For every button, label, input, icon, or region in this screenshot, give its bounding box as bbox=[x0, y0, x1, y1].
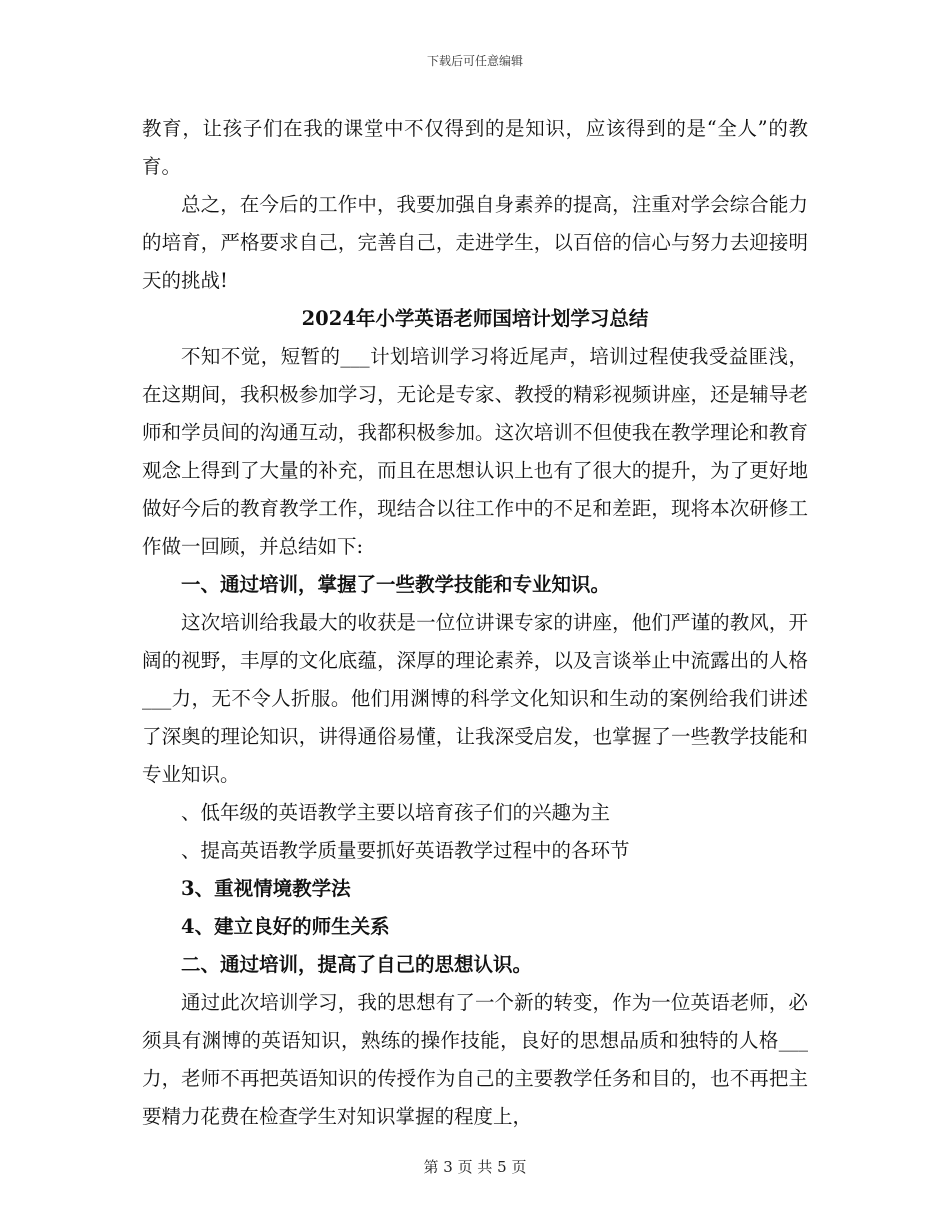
paragraph-continued: 教育，让孩子们在我的课堂中不仅得到的是知识，应该得到的是“全人”的教育。 bbox=[142, 117, 808, 178]
list-item-1: 、低年级的英语教学主要以培育孩子们的兴趣为主 bbox=[181, 801, 611, 824]
page-header-note: 下载后可任意编辑 bbox=[426, 54, 523, 68]
list-item-4: 4、建立良好的师生关系 bbox=[181, 915, 390, 938]
document-body bbox=[142, 110, 808, 1136]
list-item-3: 3、重视情境教学法 bbox=[181, 877, 351, 900]
section-heading-1: 一、通过培训，掌握了一些教学技能和专业知识。 bbox=[181, 573, 611, 596]
list-item-2: 、提高英语教学质量要抓好英语教学过程中的各环节 bbox=[181, 839, 630, 862]
section-heading-2: 二、通过培训，提高了自己的思想认识。 bbox=[181, 953, 533, 976]
paragraph-intro: 不知不觉，短暂的___计划培训学习将近尾声，培训过程使我受益匪浅，在这期间，我积极参加学习，无论是专家、教授的精彩视频讲座，还是辅导老师和学员间的沟通互动，我都积极参加。这次培训不但使我在教学理论和教育观念上得到了大量的补充，而且在思想认识上也有了很大的提升，为了更好地做好今后的教育教学工作，现结合以往工作中的不足和差距，现将本次研修工作做一回顾，并总结如下: bbox=[142, 345, 808, 558]
paragraph-section-2: 通过此次培训学习，我的思想有了一个新的转变，作为一位英语老师，必须具有渊博的英语知识，熟练的操作技能，良好的思想品质和独特的人格___力，老师不再把英语知识的传授作为自己的主要教学任务和目的，也不再把主要精力花费在检查学生对知识掌握的程度上， bbox=[142, 991, 808, 1128]
paragraph-section-1: 这次培训给我最大的收获是一位位讲课专家的讲座，他们严谨的教风，开阔的视野，丰厚的文化底蕴，深厚的理论素养，以及言谈举止中流露出的人格___力，无不令人折服。他们用渊博的科学文化知识和生动的案例给我们讲述了深奥的理论知识，讲得通俗易懂，让我深受启发，也掌握了一些教学技能和专业知识。 bbox=[142, 611, 808, 786]
paragraph-conclusion: 总之，在今后的工作中，我要加强自身素养的提高，注重对学会综合能力的培育，严格要求自己，完善自己，走进学生，以百倍的信心与努力去迎接明天的挑战! bbox=[142, 193, 808, 292]
document-title: 2024年小学英语老师国培计划学习总结 bbox=[301, 307, 649, 330]
page-number: 第 3 页 共 5 页 bbox=[423, 1158, 527, 1176]
